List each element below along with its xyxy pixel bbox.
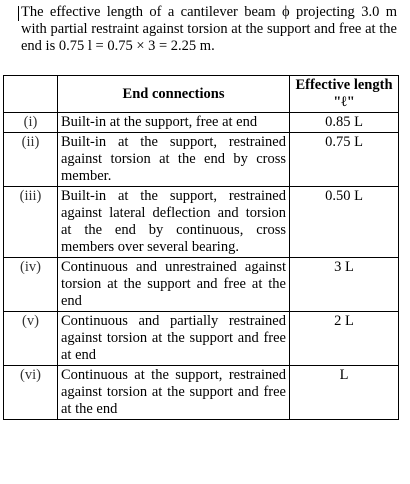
row-description: Continuous and partially restrained against torsion at the support and free at end (58, 312, 290, 366)
row-description: Built-in at the support, free at end (58, 113, 290, 133)
row-description: Built-in at the support, restrained against lateral deflection and torsion at the end by continuous, cross members over several bearing. (58, 187, 290, 258)
intro-text: The effective length of a cantilever beam ϕ projecting 3.0 m with partial restraint against torsion at the support and free at the end is 0.75 l = 0.75 × 3 = 2.25 m. (21, 4, 397, 54)
end-connections-table (3, 75, 399, 420)
table-row (4, 366, 399, 420)
table-header-row (4, 76, 399, 113)
row-number: (i) (4, 113, 58, 133)
row-number: (iv) (4, 258, 58, 312)
header-end-connections: End connections (58, 76, 290, 113)
row-effective-length: 2 L (290, 312, 399, 366)
row-effective-length: 0.75 L (290, 133, 399, 187)
row-effective-length: 0.50 L (290, 187, 399, 258)
row-description: Continuous and unrestrained against torsion at the support and free at the end (58, 258, 290, 312)
row-description: Continuous at the support, restrained against torsion at the support and free at the end (58, 366, 290, 420)
row-number: (ii) (4, 133, 58, 187)
header-number-cell (4, 76, 58, 113)
table-row (4, 133, 399, 187)
table-row (4, 258, 399, 312)
row-effective-length: 0.85 L (290, 113, 399, 133)
intro-paragraph (18, 4, 397, 55)
text-cursor-bar (18, 6, 19, 21)
row-effective-length: L (290, 366, 399, 420)
row-effective-length: 3 L (290, 258, 399, 312)
table-row (4, 187, 399, 258)
row-number: (v) (4, 312, 58, 366)
table-row (4, 312, 399, 366)
row-number: (vi) (4, 366, 58, 420)
header-effective-length: Effective length "ℓ" (290, 76, 399, 113)
row-description: Built-in at the support, restrained against torsion at the end by cross member. (58, 133, 290, 187)
table-row (4, 113, 399, 133)
row-number: (iii) (4, 187, 58, 258)
